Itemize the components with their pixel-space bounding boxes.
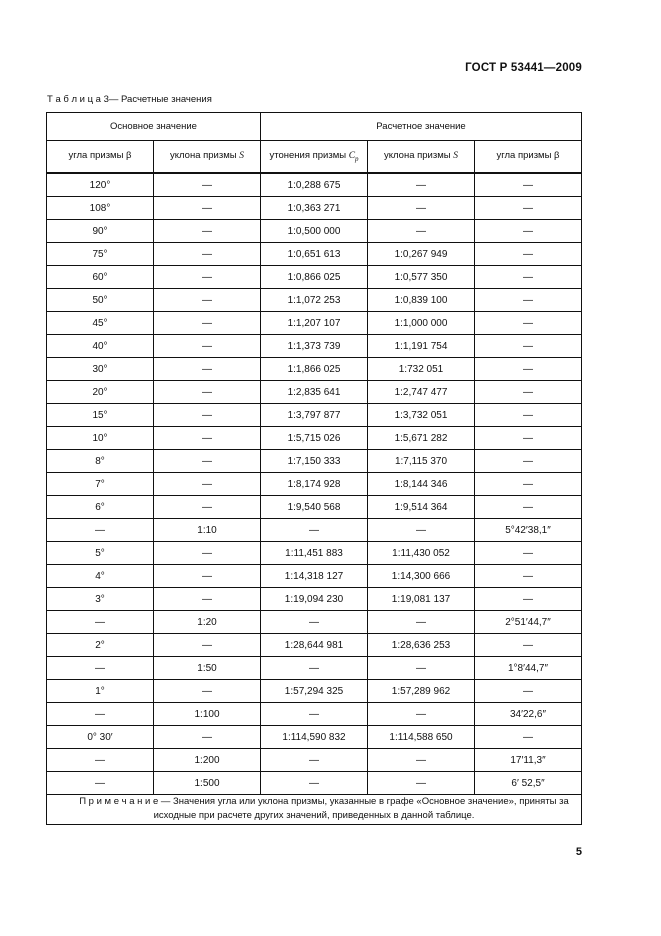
table-cell: — <box>368 703 475 726</box>
table-cell: 10° <box>47 427 154 450</box>
table-cell: — <box>154 726 261 749</box>
table-cell: 1:10 <box>154 519 261 542</box>
header-col-prism-angle-main: угла призмы β <box>47 141 154 174</box>
table-cell: 0° 30′ <box>47 726 154 749</box>
table-row <box>47 197 582 220</box>
table-cell: 1:28,644 981 <box>261 634 368 657</box>
table-row <box>47 404 582 427</box>
table-cell: — <box>475 381 582 404</box>
table-cell: 1:5,715 026 <box>261 427 368 450</box>
table-cell: — <box>368 173 475 197</box>
table-row <box>47 243 582 266</box>
table-row <box>47 703 582 726</box>
table-cell: — <box>47 519 154 542</box>
table-cell: — <box>154 335 261 358</box>
table-cell: 1:114,588 650 <box>368 726 475 749</box>
table-cell: — <box>368 749 475 772</box>
table-cell: — <box>475 197 582 220</box>
table-cell: — <box>47 703 154 726</box>
table-cell: — <box>475 588 582 611</box>
table-cell: 45° <box>47 312 154 335</box>
table-cell: 1:732 051 <box>368 358 475 381</box>
table-cell: — <box>154 358 261 381</box>
table-cell: 1° <box>47 680 154 703</box>
table-cell: — <box>475 565 582 588</box>
table-cell: — <box>154 565 261 588</box>
table-cell: 1:0,577 350 <box>368 266 475 289</box>
table-cell: — <box>154 197 261 220</box>
table-cell: 40° <box>47 335 154 358</box>
table-cell: 1:19,094 230 <box>261 588 368 611</box>
table-cell: 6° <box>47 496 154 519</box>
table-row <box>47 427 582 450</box>
table-cell: 1:5,671 282 <box>368 427 475 450</box>
table-row <box>47 634 582 657</box>
table-row <box>47 565 582 588</box>
table-cell: — <box>261 519 368 542</box>
header-col-prism-angle-calc: угла призмы β <box>475 141 582 174</box>
note-text: П р и м е ч а н и е — Значения угла или уклона призмы, указанные в графе «Основное значение», приняты за исходные при расчете других значений, приведенных в данной таблице. <box>79 796 569 822</box>
table-cell: — <box>154 588 261 611</box>
table-row <box>47 680 582 703</box>
table-cell: 1:1,072 253 <box>261 289 368 312</box>
table-cell: — <box>475 289 582 312</box>
table-title-text: — Расчетные значения <box>108 94 212 105</box>
table-cell: — <box>154 680 261 703</box>
table-cell: 1:1,207 107 <box>261 312 368 335</box>
table-cell: 90° <box>47 220 154 243</box>
table-cell: 1:100 <box>154 703 261 726</box>
table-cell: 1:500 <box>154 772 261 795</box>
table-row <box>47 450 582 473</box>
table-cell: — <box>261 703 368 726</box>
header-col-prism-slope-calc: уклона призмы S <box>368 141 475 174</box>
table-cell: 1:1,191 754 <box>368 335 475 358</box>
table-cell: 8° <box>47 450 154 473</box>
table-cell: — <box>475 726 582 749</box>
table-cell: — <box>154 404 261 427</box>
table-cell: — <box>154 496 261 519</box>
header-col-prism-taper: утонения призмы $C_р$ <box>261 141 368 174</box>
header-calc-value: Расчетное значение <box>261 113 582 141</box>
table-cell: 1:11,430 052 <box>368 542 475 565</box>
table-row <box>47 749 582 772</box>
table-cell: 7° <box>47 473 154 496</box>
table-row <box>47 519 582 542</box>
table-cell: 6′ 52,5″ <box>475 772 582 795</box>
table-cell: — <box>475 220 582 243</box>
table-cell: — <box>368 657 475 680</box>
table-row <box>47 312 582 335</box>
table-cell: 1:0,288 675 <box>261 173 368 197</box>
table-cell: 15° <box>47 404 154 427</box>
table-header-cols-row <box>47 141 582 174</box>
table-cell: 1:0,651 613 <box>261 243 368 266</box>
table-cell: 50° <box>47 289 154 312</box>
table-row <box>47 220 582 243</box>
table-cell: — <box>475 634 582 657</box>
table-cell: 1:8,144 346 <box>368 473 475 496</box>
table-cell: 1:2,835 641 <box>261 381 368 404</box>
table-cell: — <box>368 519 475 542</box>
table-cell: 1:114,590 832 <box>261 726 368 749</box>
table-cell: 1:20 <box>154 611 261 634</box>
table-cell: — <box>154 289 261 312</box>
table-cell: 1:3,797 877 <box>261 404 368 427</box>
table-cell: — <box>47 611 154 634</box>
page-number: 5 <box>575 846 582 858</box>
table-cell: — <box>154 450 261 473</box>
table-cell: — <box>261 749 368 772</box>
table-cell: 60° <box>47 266 154 289</box>
table-row <box>47 657 582 680</box>
table-cell: — <box>47 657 154 680</box>
table-cell: — <box>154 427 261 450</box>
table-cell: — <box>154 173 261 197</box>
table-cell: — <box>475 312 582 335</box>
document-code: ГОСТ Р 53441—2009 <box>465 62 582 74</box>
table-cell: — <box>154 266 261 289</box>
table-cell: 1:57,294 325 <box>261 680 368 703</box>
table-cell: — <box>154 243 261 266</box>
table-cell: 20° <box>47 381 154 404</box>
table-cell: 1:8,174 928 <box>261 473 368 496</box>
table-cell: 4° <box>47 565 154 588</box>
table-cell: — <box>368 611 475 634</box>
table-header-group-row <box>47 113 582 141</box>
table-cell: 120° <box>47 173 154 197</box>
table-cell: — <box>261 772 368 795</box>
table-cell: — <box>154 220 261 243</box>
table-row <box>47 289 582 312</box>
table-cell: 1:50 <box>154 657 261 680</box>
table-cell: 1:7,115 370 <box>368 450 475 473</box>
table-row <box>47 611 582 634</box>
table-cell: — <box>475 542 582 565</box>
table-body <box>47 173 582 795</box>
table-row <box>47 335 582 358</box>
table-cell: 5° <box>47 542 154 565</box>
table-note <box>47 795 582 825</box>
table-cell: 5°42′38,1″ <box>475 519 582 542</box>
table-cell: 1:1,866 025 <box>261 358 368 381</box>
table-cell: 1:9,514 364 <box>368 496 475 519</box>
table-row <box>47 542 582 565</box>
table-cell: — <box>475 450 582 473</box>
table-cell: 1:0,267 949 <box>368 243 475 266</box>
table-cell: — <box>368 220 475 243</box>
calculated-values-table <box>46 112 582 825</box>
table-cell: 1:0,839 100 <box>368 289 475 312</box>
table-cell: — <box>475 473 582 496</box>
table-cell: 3° <box>47 588 154 611</box>
table-row <box>47 173 582 197</box>
table-cell: 1:57,289 962 <box>368 680 475 703</box>
table-cell: 1:0,866 025 <box>261 266 368 289</box>
table-cell: 1:14,300 666 <box>368 565 475 588</box>
table-cell: — <box>154 312 261 335</box>
table-cell: — <box>368 197 475 220</box>
table-title-label: Т а б л и ц а 3 <box>47 94 109 105</box>
table-cell: — <box>154 473 261 496</box>
table-cell: — <box>475 266 582 289</box>
table-cell: — <box>154 634 261 657</box>
table-cell: 1:0,500 000 <box>261 220 368 243</box>
table-row <box>47 381 582 404</box>
table-row <box>47 588 582 611</box>
table-cell: 1:3,732 051 <box>368 404 475 427</box>
table-cell: — <box>475 427 582 450</box>
table-cell: 2°51′44,7″ <box>475 611 582 634</box>
table-cell: 1°8′44,7″ <box>475 657 582 680</box>
table-cell: — <box>475 335 582 358</box>
table-row <box>47 473 582 496</box>
table-cell: — <box>475 358 582 381</box>
table-cell: — <box>475 243 582 266</box>
table-cell: 1:0,363 271 <box>261 197 368 220</box>
table-cell: 30° <box>47 358 154 381</box>
table-cell: — <box>475 404 582 427</box>
table-cell: 75° <box>47 243 154 266</box>
table-row <box>47 772 582 795</box>
table-row <box>47 266 582 289</box>
table-cell: — <box>47 749 154 772</box>
table-cell: 1:9,540 568 <box>261 496 368 519</box>
table-note-row <box>47 795 582 825</box>
table-cell: 1:28,636 253 <box>368 634 475 657</box>
table-row <box>47 726 582 749</box>
header-col-prism-slope-main: уклона призмы S <box>154 141 261 174</box>
table-cell: 1:19,081 137 <box>368 588 475 611</box>
table-cell: 1:1,000 000 <box>368 312 475 335</box>
table-cell: — <box>368 772 475 795</box>
table-cell: 1:7,150 333 <box>261 450 368 473</box>
table-cell: 1:14,318 127 <box>261 565 368 588</box>
table-cell: 1:11,451 883 <box>261 542 368 565</box>
table-cell: — <box>475 496 582 519</box>
header-main-value: Основное значение <box>47 113 261 141</box>
table-cell: 2° <box>47 634 154 657</box>
table-cell: — <box>261 611 368 634</box>
table-cell: 1:2,747 477 <box>368 381 475 404</box>
table-cell: 1:200 <box>154 749 261 772</box>
table-row <box>47 496 582 519</box>
table-cell: 17′11,3″ <box>475 749 582 772</box>
table-cell: 34′22,6″ <box>475 703 582 726</box>
table-cell: — <box>475 680 582 703</box>
table-cell: — <box>475 173 582 197</box>
table-cell: 1:1,373 739 <box>261 335 368 358</box>
table-title <box>47 94 212 105</box>
table-cell: — <box>47 772 154 795</box>
table-cell: — <box>154 381 261 404</box>
table-cell: — <box>154 542 261 565</box>
table-cell: — <box>261 657 368 680</box>
table-row <box>47 358 582 381</box>
table-cell: 108° <box>47 197 154 220</box>
